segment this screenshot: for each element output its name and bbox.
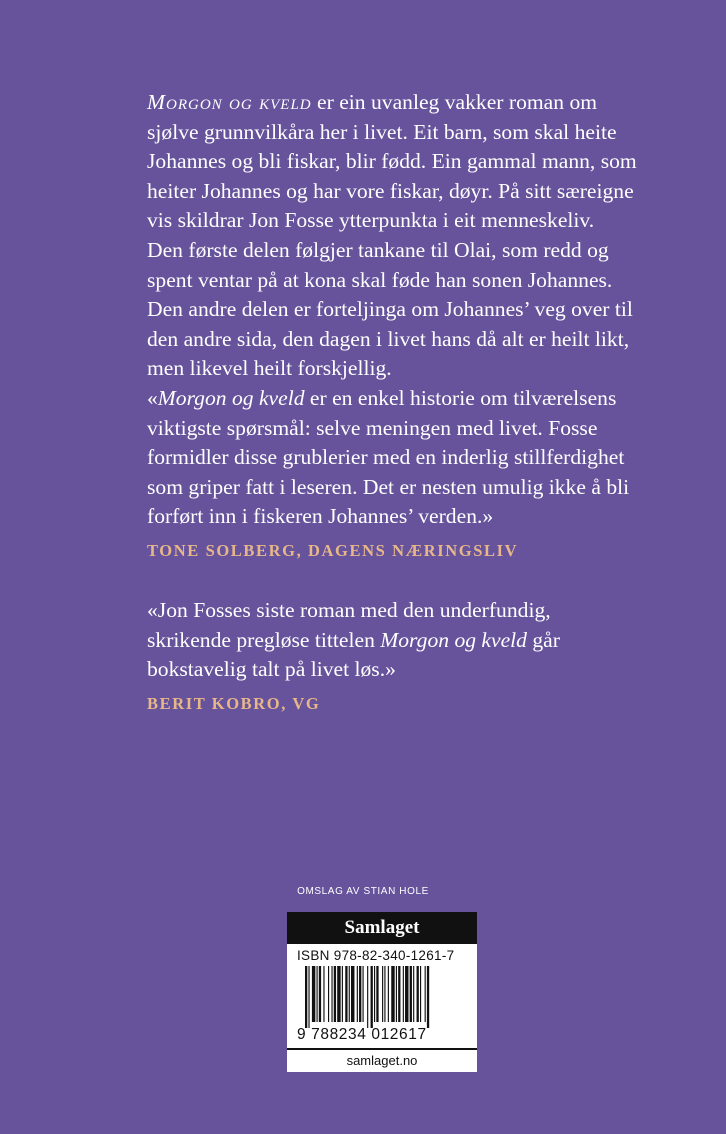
barcode-digits: 9 788234 012617 xyxy=(297,1026,427,1043)
barcode-bar xyxy=(305,966,307,1028)
barcode-bar xyxy=(363,966,364,1022)
review-quote-1 xyxy=(147,384,637,532)
barcode-bar xyxy=(323,966,324,1022)
quote-2-text-pre: «Jon Fosses siste roman med den underfundig, skrikende pregløse tittelen xyxy=(147,597,551,652)
barcode-bar xyxy=(420,966,421,1022)
barcode-bar xyxy=(342,966,343,1022)
barcode-bar xyxy=(367,966,368,1028)
barcode-bar xyxy=(405,966,408,1022)
publisher-website: samlaget.no xyxy=(287,1048,477,1072)
quote-1-title: Morgon og kveld xyxy=(157,385,305,410)
review-quote-2 xyxy=(147,596,637,685)
barcode-bar xyxy=(427,966,429,1028)
barcode-bar xyxy=(317,966,318,1022)
barcode-bar xyxy=(410,966,412,1022)
barcode-bar xyxy=(384,966,385,1022)
barcode-box xyxy=(287,912,477,1072)
barcode-bar xyxy=(331,966,332,1022)
barcode-bar xyxy=(425,966,426,1022)
cover-text xyxy=(147,88,637,715)
cover-credit: OMSLAG AV STIAN HOLE xyxy=(297,886,429,897)
book-title: Morgon og kveld xyxy=(147,90,312,114)
isbn-label: ISBN 978-82-340-1261-7 xyxy=(297,948,455,963)
blurb-paragraph-1 xyxy=(147,88,637,236)
barcode-icon xyxy=(305,966,461,1028)
barcode-bar xyxy=(337,966,340,1022)
barcode-bar xyxy=(403,966,404,1022)
quote-1-attribution: TONE SOLBERG, DAGENS NÆRINGSLIV xyxy=(147,540,519,560)
barcode-bar xyxy=(319,966,321,1022)
barcode-bar xyxy=(359,966,361,1022)
barcode-bar xyxy=(398,966,400,1022)
quote-1-text: er en enkel historie om tilværelsens viktigste spørsmål: selve meningen med livet. Fosse formidler disse grublerier med en inderlig stillferdighet som griper fatt i leseren. Det er nesten umulig ikke å bli forført inn i fiskeren Johannes’ verden.» xyxy=(147,385,630,529)
quote-open-mark: « xyxy=(147,385,158,410)
publisher-logo: Samlaget xyxy=(287,912,477,944)
quote-2-title: Morgon og kveld xyxy=(380,627,527,652)
barcode-bar xyxy=(417,966,419,1022)
barcode-bar xyxy=(308,966,309,1028)
barcode-bar xyxy=(371,966,373,1028)
barcode-bar xyxy=(396,966,397,1022)
blurb-text-1: er ein uvanleg vakker roman om sjølve grunnvilkåra her i livet. Eit barn, som skal heite Johannes og bli fiskar, blir fødd. Ein gammal mann, som heiter Johannes og har vore fiskar, døyr. På sitt særeigne vis skildrar Jon Fosse ytterpunkta i eit menneskeliv. xyxy=(147,90,637,233)
barcode-bar xyxy=(351,966,354,1022)
blurb-paragraph-2: Den første delen følgjer tankane til Olai, som redd og spent ventar på at kona skal føde han sonen Johannes. Den andre delen er forteljinga om Johannes’ veg over til den andre sida, den dagen i livet hans då alt er heilt likt, men likevel heilt forskjellig. xyxy=(147,237,633,381)
barcode-bar xyxy=(376,966,378,1022)
barcode-bar xyxy=(334,966,336,1022)
quote-2-text-post: går bokstavelig talt på livet løs.» xyxy=(147,627,560,682)
barcode-bar xyxy=(357,966,358,1022)
barcode-bar xyxy=(345,966,347,1022)
barcode-bar xyxy=(388,966,389,1022)
barcode-bar xyxy=(312,966,315,1022)
barcode-bar xyxy=(374,966,375,1022)
barcode-bar xyxy=(349,966,350,1022)
barcode-bar xyxy=(413,966,414,1022)
barcode-bar xyxy=(328,966,329,1022)
barcode-bar xyxy=(382,966,383,1022)
quote-2-attribution: BERIT KOBRO, VG xyxy=(147,693,321,713)
barcode-bar xyxy=(391,966,394,1022)
